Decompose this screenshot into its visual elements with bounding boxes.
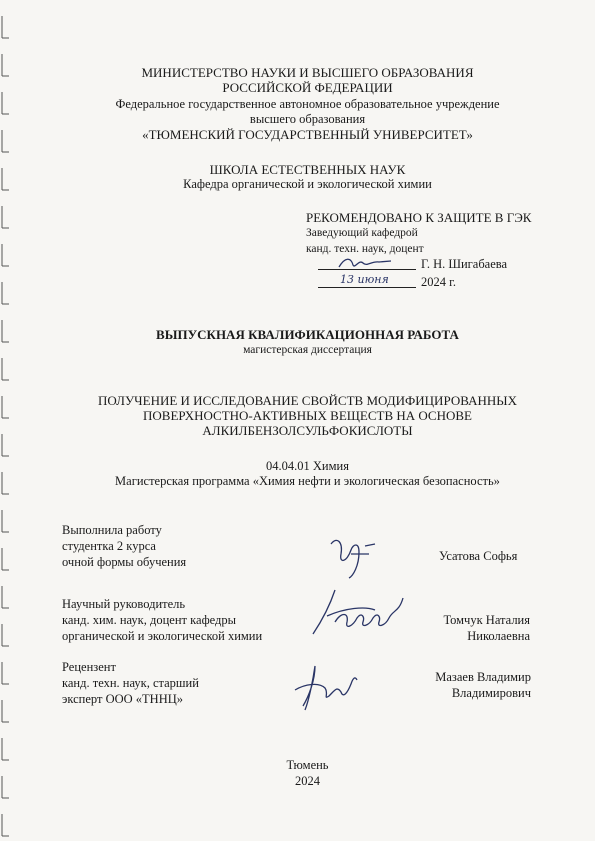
approval-handwritten-date: 13 июня: [340, 273, 389, 286]
reviewer-line-1: Рецензент: [62, 660, 116, 674]
department-name: Кафедра органической и экологической химии: [183, 177, 432, 191]
author-line-3: очной формы обучения: [62, 555, 187, 569]
author-signature: [325, 532, 385, 580]
supervisor-name-line-1: Томчук Наталия: [443, 613, 530, 627]
ministry-line-1: МИНИСТЕРСТВО НАУКИ И ВЫСШЕГО ОБРАЗОВАНИЯ: [141, 65, 474, 80]
work-type: ВЫПУСКНАЯ КВАЛИФИКАЦИОННАЯ РАБОТА: [156, 327, 459, 342]
speciality-code: 04.04.01 Химия: [266, 459, 349, 473]
approver-name: Г. Н. Шигабаева: [421, 257, 508, 271]
approval-title: РЕКОМЕНДОВАНО К ЗАЩИТЕ В ГЭК: [306, 210, 532, 225]
approval-year: 2024 г.: [421, 275, 456, 289]
reviewer-name-line-2: Владимирович: [451, 686, 531, 700]
work-title-line-2: ПОВЕРХНОСТНО-АКТИВНЫХ ВЕЩЕСТВ НА ОСНОВЕ: [143, 408, 472, 423]
reviewer-line-3: эксперт ООО «ТННЦ»: [62, 692, 184, 706]
year: 2024: [295, 774, 320, 788]
institution-line-2: высшего образования: [249, 112, 366, 126]
work-title-line-1: ПОЛУЧЕНИЕ И ИССЛЕДОВАНИЕ СВОЙСТВ МОДИФИЦИРОВАННЫХ: [98, 393, 517, 408]
supervisor-line-1: Научный руководитель: [62, 597, 186, 611]
supervisor-signature: [305, 586, 415, 642]
supervisor-name-line-2: Николаевна: [467, 629, 530, 643]
work-subtype: магистерская диссертация: [243, 344, 372, 356]
approval-signature: [335, 253, 395, 273]
supervisor-line-3: органической и экологической химии: [62, 629, 263, 643]
master-program: Магистерская программа «Химия нефти и экологическая безопасность»: [115, 474, 500, 488]
supervisor-line-2: канд. хим. наук, доцент кафедры: [62, 613, 237, 627]
ministry-line-2: РОССИЙСКОЙ ФЕДЕРАЦИИ: [222, 80, 393, 95]
author-name: Усатова Софья: [439, 549, 518, 563]
author-line-2: студентка 2 курса: [62, 539, 156, 553]
university-name: «ТЮМЕНСКИЙ ГОСУДАРСТВЕННЫЙ УНИВЕРСИТЕТ»: [142, 127, 473, 142]
institution-line-1: Федеральное государственное автономное образовательное учреждение: [115, 97, 500, 111]
approval-role: Заведующий кафедрой: [306, 227, 418, 239]
approval-date-line: [318, 287, 416, 288]
school-name: ШКОЛА ЕСТЕСТВЕННЫХ НАУК: [209, 162, 406, 177]
reviewer-name-line-1: Мазаев Владимир: [435, 670, 531, 684]
city: Тюмень: [286, 758, 329, 772]
approval-degree: канд. техн. наук, доцент: [306, 243, 424, 255]
author-line-1: Выполнила работу: [62, 523, 162, 537]
work-title-line-3: АЛКИЛБЕНЗОЛСУЛЬФОКИСЛОТЫ: [202, 423, 413, 438]
binding-edge-marks: [0, 0, 14, 841]
reviewer-line-2: канд. техн. наук, старший: [62, 676, 199, 690]
reviewer-signature: [285, 660, 365, 716]
